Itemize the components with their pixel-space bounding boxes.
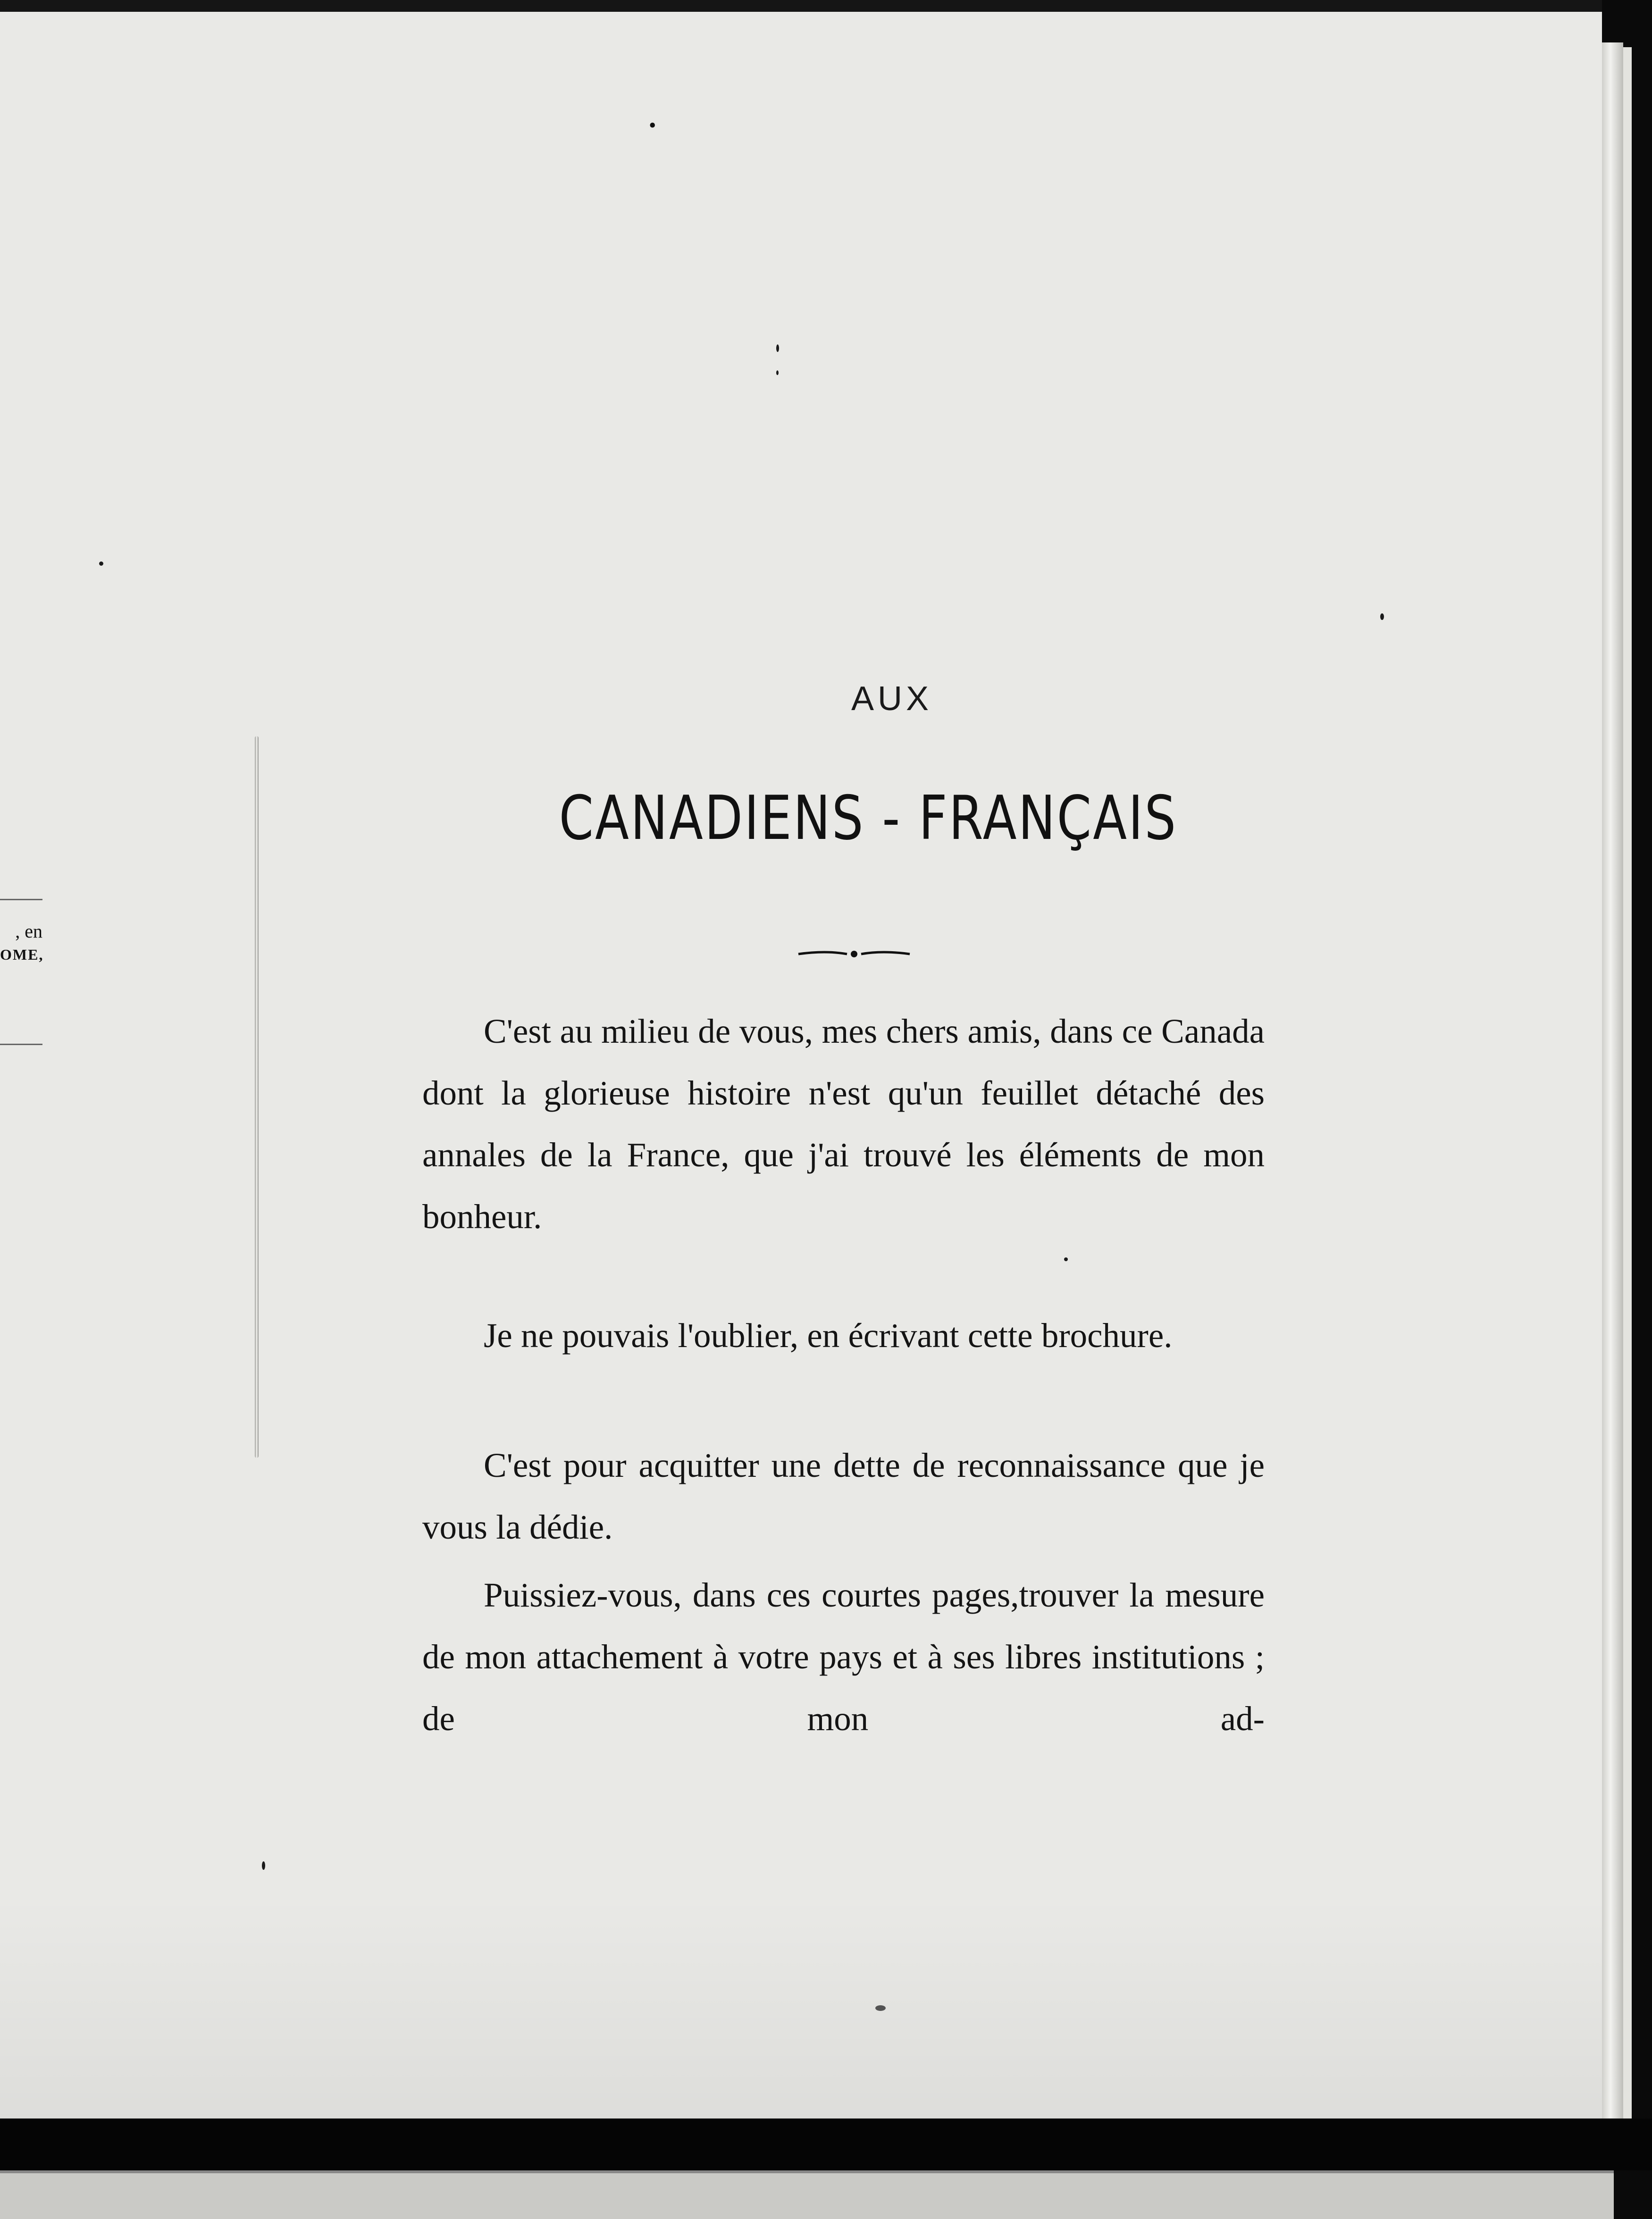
- scan-speck: [262, 1861, 265, 1870]
- paragraph-4: Puissiez-vous, dans ces courtes pages,trouver la mesure de mon attachement à votre pays et à ses libres institutions ; de mon ad-: [422, 1576, 1265, 1738]
- scan-speck: [776, 370, 779, 375]
- page-edge-outer: [1623, 47, 1632, 2119]
- top-mark: •: [649, 114, 656, 137]
- dedication-line: AUX: [851, 680, 933, 718]
- margin-rule-top: [0, 899, 42, 900]
- paragraph-2: Je ne pouvais l'oublier, en écrivant cette brochure.: [484, 1316, 1173, 1355]
- paragraph-3: C'est pour acquitter une dette de reconnaissance que je vous la dédie.: [422, 1446, 1265, 1546]
- page-fold-line: [255, 736, 259, 1458]
- paragraph-1: C'est au milieu de vous, mes chers amis, dans ce Canada dont la glorieuse histoire n'est qu'un feuillet détaché des annales de la France, que j'ai trouvé les éléments de mon bonheur.: [422, 1012, 1265, 1236]
- next-page-strip: [0, 2170, 1614, 2219]
- margin-rule-bottom: [0, 1044, 42, 1045]
- margin-fragment-line-2: OME,: [0, 946, 44, 963]
- bottom-scan-border: [0, 2119, 1652, 2170]
- scan-speck: [776, 344, 779, 352]
- scan-speck: [1380, 613, 1384, 620]
- page-heading: CANADIENS - FRANÇAIS: [559, 783, 1178, 854]
- scan-speck: [1064, 1257, 1068, 1261]
- top-scan-border: [0, 0, 1602, 12]
- page-shading: [0, 1897, 1602, 2119]
- scan-speck: [99, 561, 103, 566]
- page-edge: [1602, 42, 1623, 2119]
- margin-fragment-line-1: , en: [15, 921, 42, 942]
- ornament-divider: [797, 948, 911, 960]
